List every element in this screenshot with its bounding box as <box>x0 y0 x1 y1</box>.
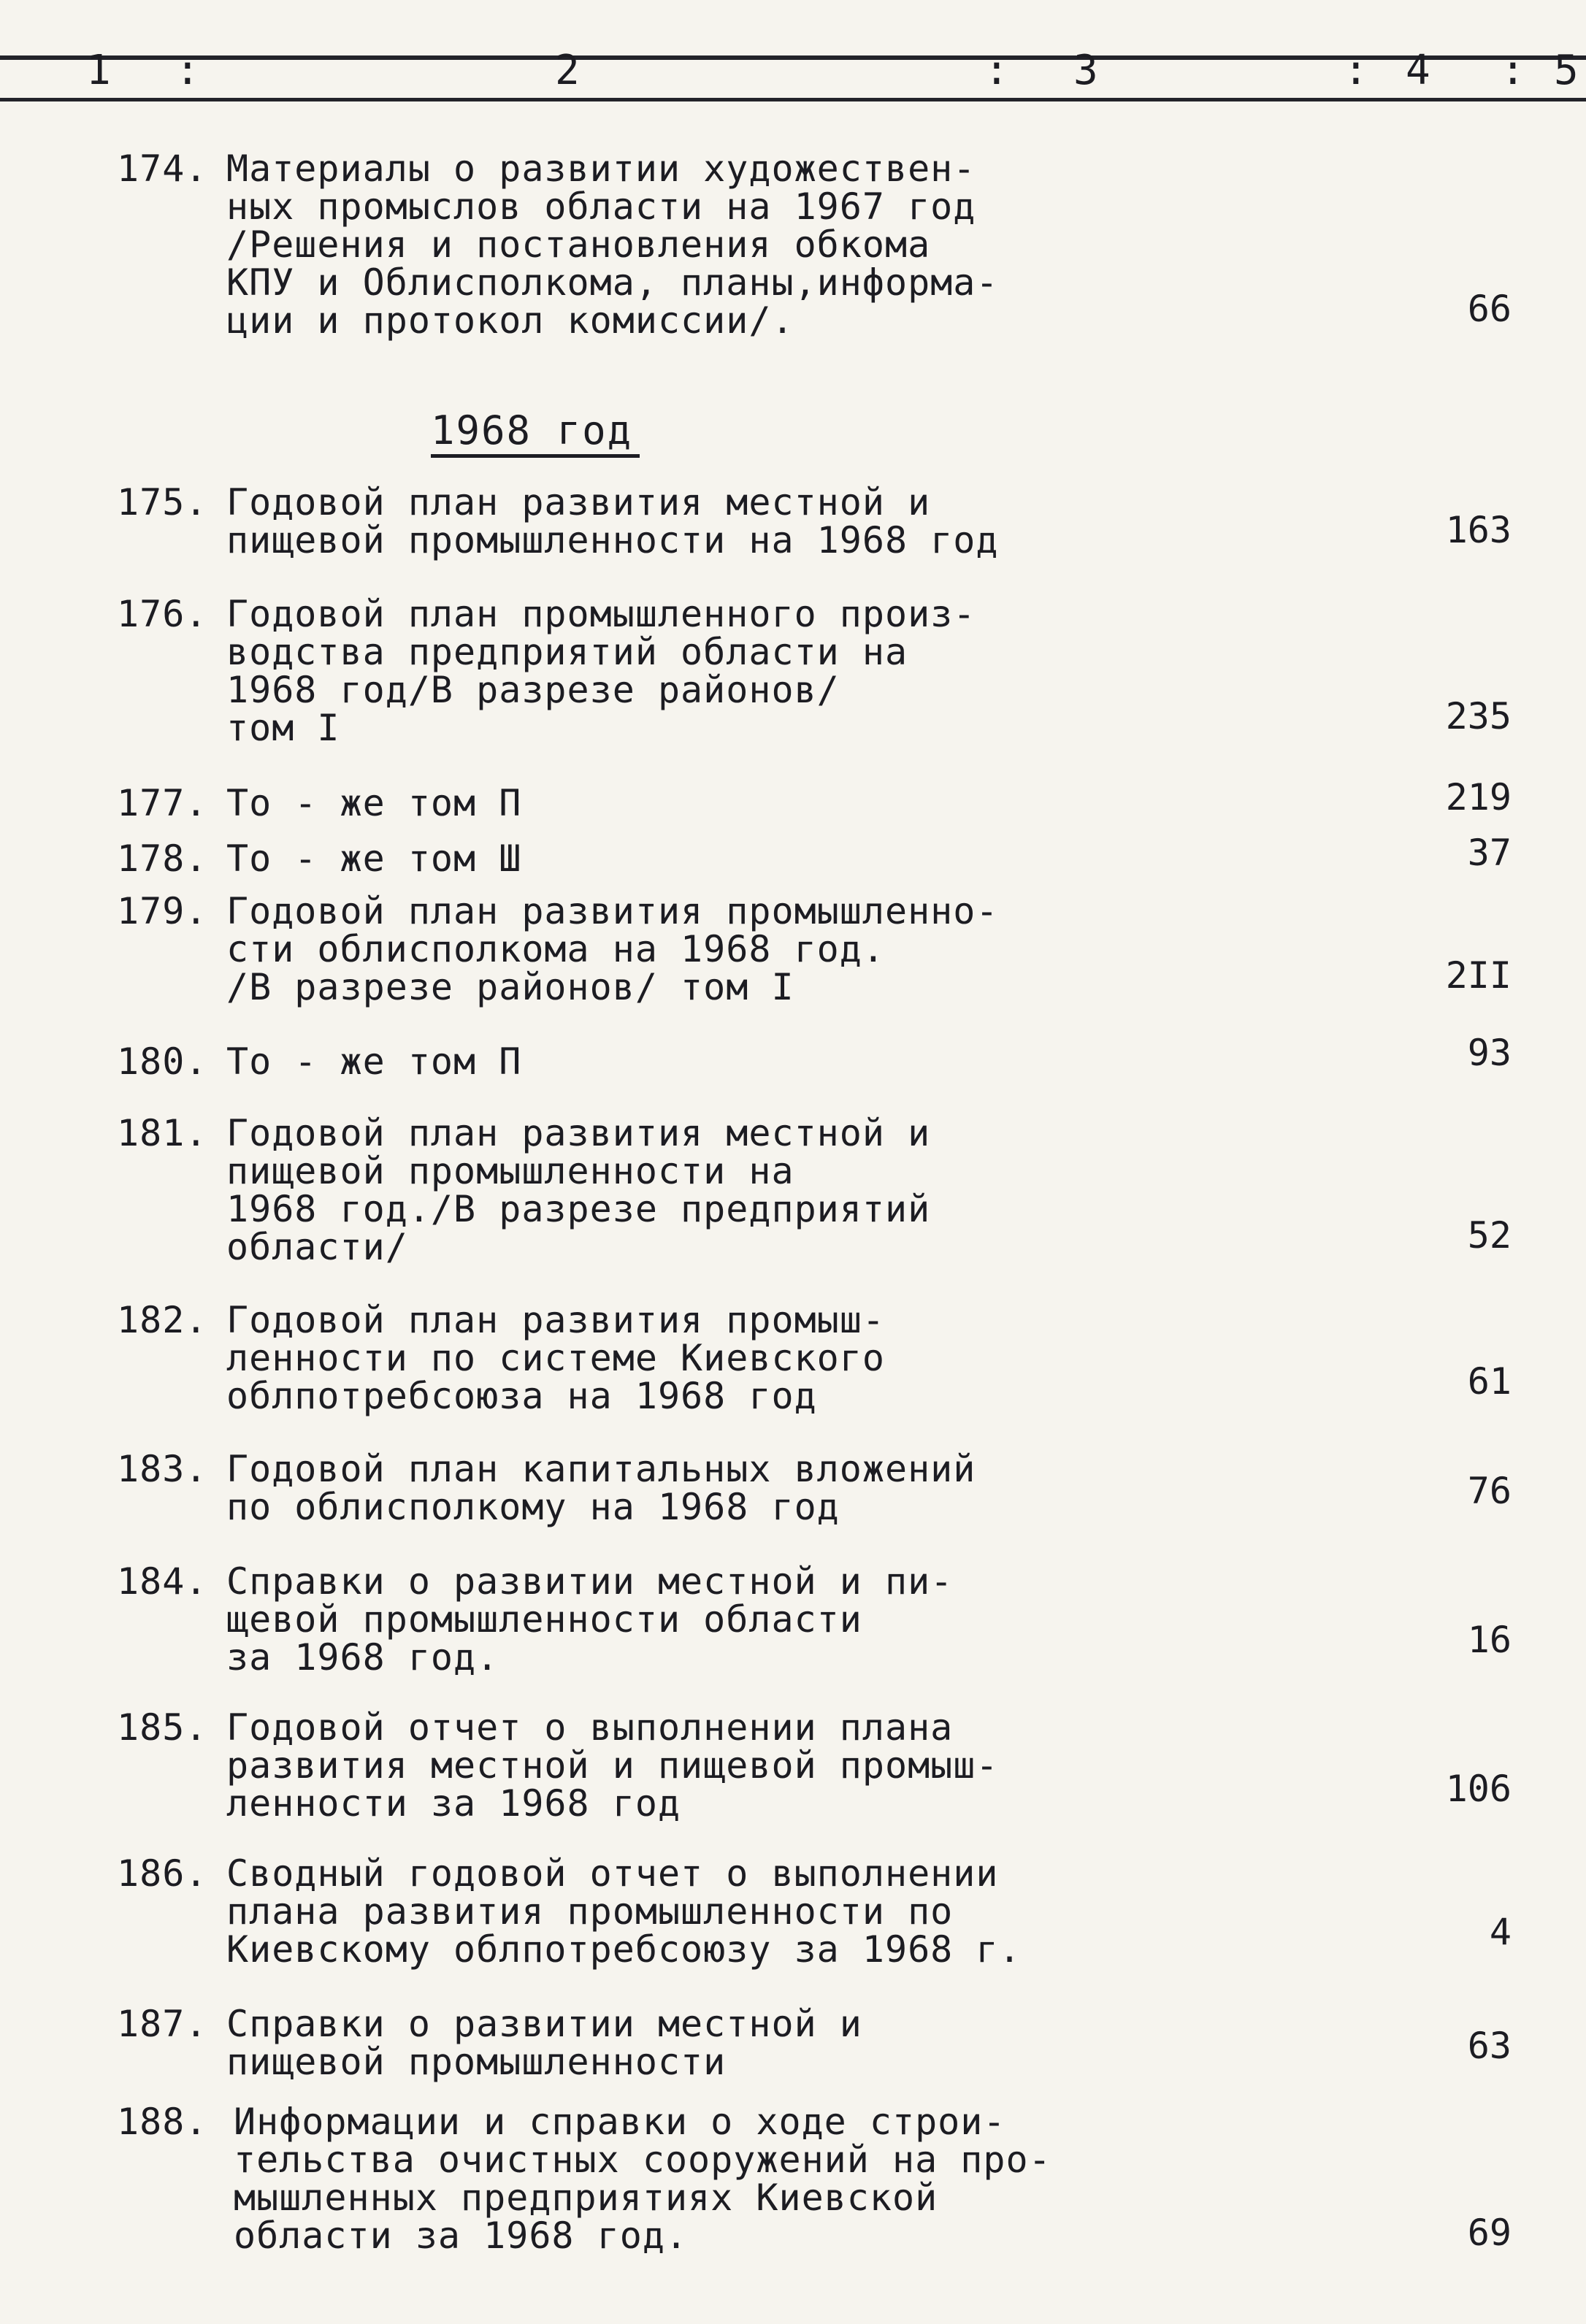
entry-sheet-count: 2II <box>1445 954 1512 997</box>
entry-sheet-count: 93 <box>1467 1032 1512 1074</box>
entry-title: Справки о развитии местной и пи- щевой промышленности области за 1968 год. <box>226 1560 954 1679</box>
column-number-3: 3 <box>1073 47 1098 94</box>
entry-sheet-count: 163 <box>1445 509 1512 551</box>
entry-title: То - же том Ш <box>226 837 522 880</box>
entry-number: 175. <box>117 481 208 524</box>
entry-title: Годовой план развития промышленно- сти облисполкома на 1968 год. /В разрезе районов/ том I <box>226 890 999 1008</box>
entry-number: 176. <box>117 593 208 635</box>
entry-title: Материалы о развитии художествен- ных промыслов области на 1967 год /Решения и постановления обкома КПУ и Облисполкома, планы,информа- ции и протокол комиссии/. <box>226 147 999 342</box>
column-separator: : <box>1344 47 1368 94</box>
entry-sheet-count: 76 <box>1467 1470 1512 1512</box>
entry-number: 186. <box>117 1852 208 1895</box>
entry-title: То - же том П <box>226 782 522 824</box>
entry-sheet-count: 69 <box>1467 2212 1512 2254</box>
entry-title: Годовой план развития местной и пищевой промышленности на 1968 год./В разрезе предприятий области/ <box>226 1112 931 1268</box>
entry-number: 181. <box>117 1112 208 1154</box>
column-separator: : <box>1501 47 1525 94</box>
entry-number: 183. <box>117 1448 208 1490</box>
entry-number: 174. <box>117 147 208 190</box>
entry-sheet-count: 61 <box>1467 1360 1512 1403</box>
column-number-4: 4 <box>1406 47 1430 94</box>
entry-number: 178. <box>117 837 208 880</box>
entry-sheet-count: 235 <box>1445 695 1512 737</box>
entry-sheet-count: 4 <box>1489 1911 1512 1953</box>
entry-sheet-count: 16 <box>1467 1619 1512 1661</box>
entry-title: Годовой отчет о выполнении плана развития местной и пищевой промыш- ленности за 1968 год <box>226 1706 999 1825</box>
entry-number: 177. <box>117 782 208 824</box>
entry-sheet-count: 37 <box>1467 832 1512 874</box>
entry-title: Справки о развитии местной и пищевой промышленности <box>226 2003 862 2083</box>
column-number-5: 5 <box>1554 47 1579 94</box>
entry-title: Годовой план развития местной и пищевой промышленности на 1968 год <box>226 481 999 561</box>
entry-number: 188. <box>117 2101 208 2143</box>
entry-sheet-count: 52 <box>1467 1214 1512 1257</box>
entry-title: Годовой план капитальных вложений по облисполкому на 1968 год <box>226 1448 976 1528</box>
entry-title: Годовой план промышленного произ- водства предприятий области на 1968 год/В разрезе районов/ том I <box>226 593 976 749</box>
entry-number: 180. <box>117 1040 208 1083</box>
entry-sheet-count: 219 <box>1445 776 1512 818</box>
entry-title: Информации и справки о ходе строи- тельства очистных сооружений на про- мышленных предприятиях Киевской области за 1968 год. <box>234 2101 1051 2257</box>
entry-title: Годовой план развития промыш- ленности по системе Киевского облпотребсоюза на 1968 год <box>226 1299 885 1417</box>
entry-sheet-count: 106 <box>1445 1768 1512 1810</box>
entry-title: Сводный годовой отчет о выполнении плана развития промышленности по Киевскому облпотребсоюзу за 1968 г. <box>226 1852 1022 1971</box>
entry-number: 184. <box>117 1560 208 1603</box>
entry-sheet-count: 63 <box>1467 2025 1512 2067</box>
column-separator: : <box>984 47 1009 94</box>
entry-number: 187. <box>117 2003 208 2045</box>
column-separator: : <box>175 47 200 94</box>
entry-number: 179. <box>117 890 208 932</box>
header-rule-bottom <box>0 98 1586 101</box>
entry-title: То - же том П <box>226 1040 522 1083</box>
entry-sheet-count: 66 <box>1467 288 1512 330</box>
column-number-1: 1 <box>86 47 111 94</box>
entry-number: 185. <box>117 1706 208 1749</box>
column-number-2: 2 <box>555 47 580 94</box>
year-heading: 1968 год <box>431 409 640 458</box>
entry-number: 182. <box>117 1299 208 1341</box>
